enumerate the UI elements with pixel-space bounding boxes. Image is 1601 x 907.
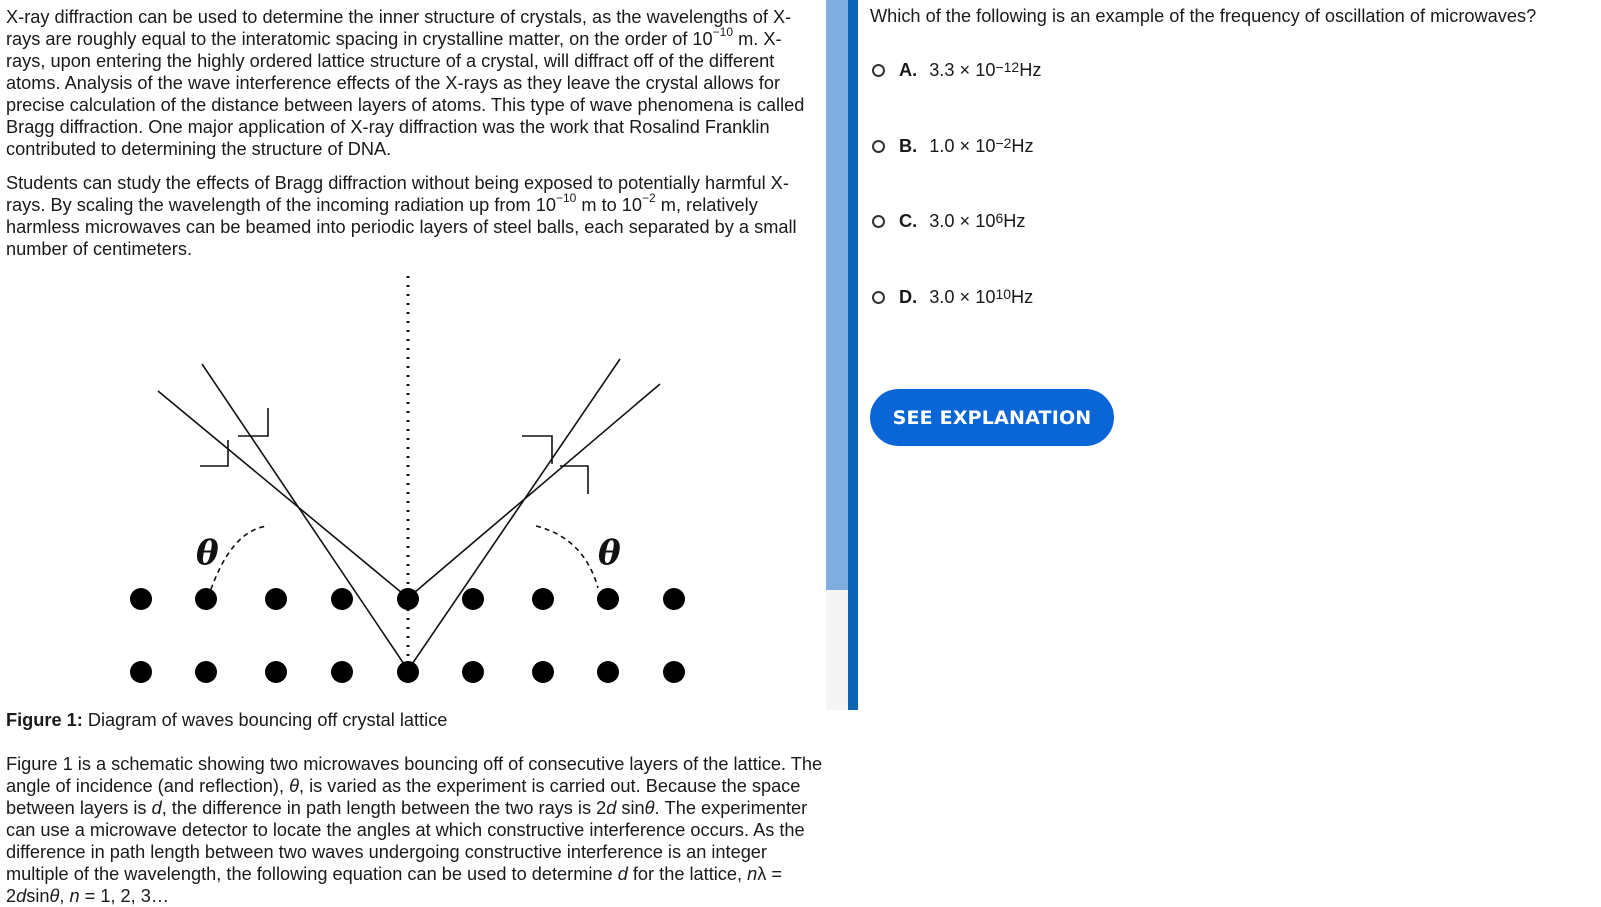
- passage-paragraph-1: X-ray diffraction can be used to determine the inner structure of crystals, as the wavelengths of X-rays are roughly equal to the interatomic spacing in crystalline matter, on the order of $10^{-10}$ m. X-rays, upon entering the highly ordered lattice structure of a crystal, will diffract off of the different atoms. Analysis of the wave interference effects of the X-rays as they leave the crystal allows for precise calculation of the distance between layers of atoms. This type of wave phenomena is called Bragg diffraction. One major application of X-ray diffraction was the work that Rosalind Franklin contributed to determining the structure of DNA.: [6, 7, 805, 159]
- radio-icon[interactable]: [872, 215, 885, 228]
- lattice-atom: [663, 588, 685, 610]
- panel-divider: [848, 0, 858, 710]
- radio-icon[interactable]: [872, 291, 885, 304]
- lattice-atom: [130, 588, 152, 610]
- lattice-diagram: [120, 268, 710, 698]
- lattice-atom: [462, 661, 484, 683]
- passage-paragraph-2: Students can study the effects of Bragg diffraction without being exposed to potentially harmful X-rays. By scaling the wavelength of the incoming radiation up from $10^{-10}$ m to $10^{-2}$ m, relatively harmless microwaves can be beamed into periodic layers of steel balls, each separated by a small number of centimeters.: [6, 173, 797, 259]
- figure-caption: Figure 1: Diagram of waves bouncing off crystal lattice: [6, 710, 448, 730]
- lattice-atom: [397, 661, 419, 683]
- lattice-row-2: [130, 661, 685, 683]
- arrow-out-2: [560, 466, 588, 494]
- lattice-atom: [195, 661, 217, 683]
- theta-label-right: θ: [598, 533, 621, 573]
- lattice-atom: [597, 588, 619, 610]
- lattice-atom: [265, 661, 287, 683]
- choice-a[interactable]: A. 3.3 × 10 $^{-12}$ Hz: [872, 50, 1041, 90]
- arrow-out-1: [522, 436, 552, 464]
- incoming-ray-2: [202, 364, 408, 670]
- theta-label-left: θ: [196, 533, 219, 573]
- choice-c[interactable]: C. 3.0 × 10 $^6$ Hz: [872, 201, 1025, 241]
- lattice-atom: [195, 588, 217, 610]
- lattice-atom: [130, 661, 152, 683]
- question-text: Which of the following is an example of the frequency of oscillation of microwaves?: [870, 6, 1537, 26]
- see-explanation-button[interactable]: SEE EXPLANATION: [870, 389, 1114, 446]
- passage-scrollbar[interactable]: [826, 0, 848, 710]
- radio-icon[interactable]: [872, 140, 885, 153]
- lattice-atom: [663, 661, 685, 683]
- choice-b[interactable]: B. 1.0 × 10 $^{-2}$ Hz: [872, 126, 1034, 166]
- scrollbar-thumb[interactable]: [826, 0, 848, 590]
- theta-arc-right: [536, 526, 598, 588]
- choice-d[interactable]: D. 3.0 × 10 $^{10}$ Hz: [872, 277, 1033, 317]
- outgoing-ray-1: [408, 384, 660, 598]
- lattice-atom: [462, 588, 484, 610]
- lattice-row-1: [130, 588, 685, 610]
- lattice-atom: [331, 588, 353, 610]
- lattice-atom: [331, 661, 353, 683]
- lattice-atom: [597, 661, 619, 683]
- lattice-atom: [532, 661, 554, 683]
- lattice-atom: [532, 588, 554, 610]
- arrow-in-1: [200, 440, 228, 466]
- passage-paragraph-3: Figure 1 is a schematic showing two microwaves bouncing off of consecutive layers of the lattice. The angle of incidence (and reflection), θ, is varied as the experiment is carried out. Because the space between layers is d, the difference in path length between the two rays is 2d sinθ. The experimenter can use a microwave detector to locate the angles at which constructive interference occurs. As the difference in path length between two waves undergoing constructive interference is an integer multiple of the wavelength, the following equation can be used to determine d for the lattice, nλ = 2dsinθ, n = 1, 2, 3…: [6, 754, 823, 906]
- outgoing-ray-2: [408, 359, 620, 670]
- lattice-atom: [265, 588, 287, 610]
- arrow-in-2: [238, 408, 268, 436]
- lattice-atom: [397, 588, 419, 610]
- radio-icon[interactable]: [872, 64, 885, 77]
